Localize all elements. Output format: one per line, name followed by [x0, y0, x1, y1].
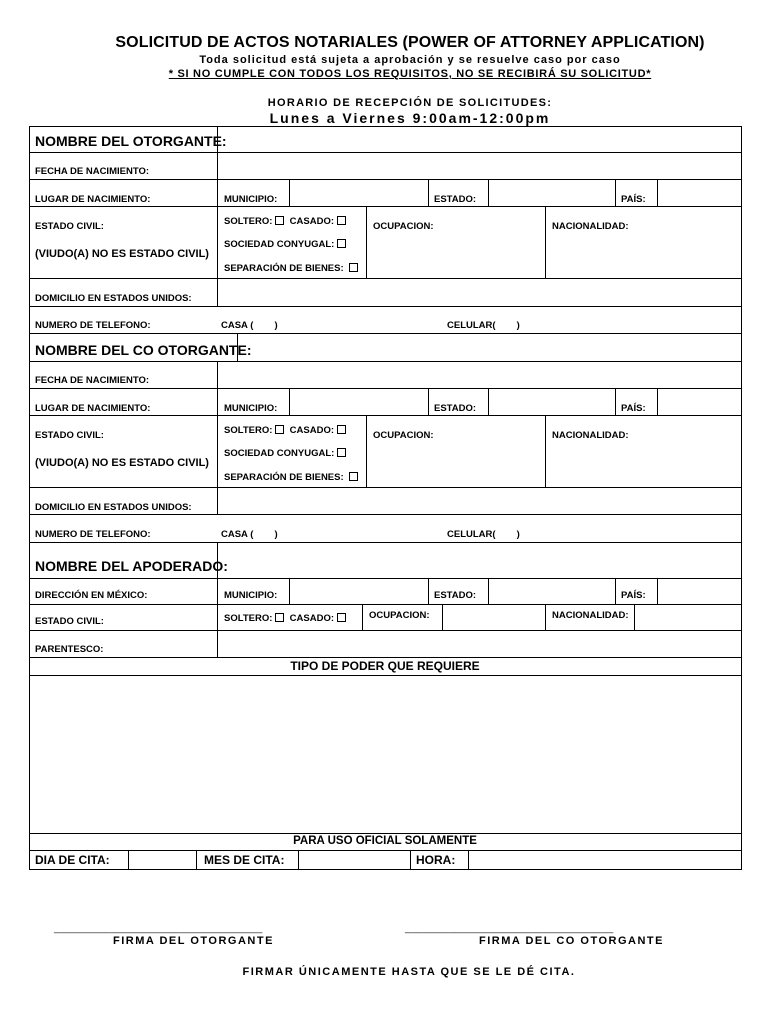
otorgante-signature-line[interactable]: _________________________________	[54, 922, 263, 934]
apoderado-pais-field[interactable]	[658, 579, 741, 604]
separacion-checkbox[interactable]	[349, 263, 358, 272]
apoderado-soltero-option[interactable]: SOLTERO: CASADO:	[224, 613, 346, 624]
official-use-heading: PARA USO OFICIAL SOLAMENTE	[293, 835, 477, 847]
otorgante-birthdate-label: FECHA DE NACIMIENTO:	[35, 166, 149, 177]
otorgante-separacion-option[interactable]: SEPARACIÓN DE BIENES:	[224, 263, 358, 274]
apoderado-ocupacion-label: OCUPACION:	[369, 610, 430, 621]
cootorgante-estado-field[interactable]	[489, 389, 615, 415]
casado-checkbox[interactable]	[337, 216, 346, 225]
otorgante-viudo-note: (VIUDO(A) NO ES ESTADO CIVIL)	[35, 248, 209, 260]
apoderado-parentesco-label: PARENTESCO:	[35, 644, 104, 655]
sociedad-checkbox[interactable]	[337, 448, 346, 457]
signature-note: FIRMAR ÚNICAMENTE HASTA QUE SE LE DÉ CITA.	[242, 966, 576, 978]
sociedad-checkbox[interactable]	[337, 239, 346, 248]
cootorgante-birthdate-label: FECHA DE NACIMIENTO:	[35, 375, 149, 386]
soltero-checkbox[interactable]	[275, 613, 284, 622]
apoderado-parentesco-field[interactable]	[218, 631, 741, 657]
otorgante-domicilio-label: DOMICILIO EN ESTADOS UNIDOS:	[35, 293, 192, 304]
firma-otorgante-label: FIRMA DEL OTORGANTE	[113, 935, 274, 947]
cootorgante-separacion-option[interactable]: SEPARACIÓN DE BIENES:	[224, 472, 358, 483]
otorgante-ocupacion-label: OCUPACION:	[373, 221, 434, 232]
casado-checkbox[interactable]	[337, 425, 346, 434]
apoderado-estado-label: ESTADO:	[434, 590, 477, 601]
otorgante-estado-label: ESTADO:	[434, 194, 477, 205]
cootorgante-telefono-label: NUMERO DE TELEFONO:	[35, 529, 151, 540]
otorgante-label: NOMBRE DEL OTORGANTE:	[35, 133, 227, 149]
apoderado-label: NOMBRE DEL APODERADO:	[35, 558, 228, 574]
apoderado-nacionalidad-label: NACIONALIDAD:	[552, 610, 629, 621]
cootorgante-domicilio-field[interactable]	[218, 488, 741, 514]
apoderado-municipio-label: MUNICIPIO:	[224, 590, 278, 601]
cootorgante-name-field[interactable]	[238, 334, 741, 361]
otorgante-estado-field[interactable]	[489, 180, 615, 206]
apoderado-municipio-field[interactable]	[290, 579, 428, 604]
firma-cootorgante-label: FIRMA DEL CO OTORGANTE	[479, 935, 664, 947]
otorgante-municipio-field[interactable]	[290, 180, 428, 206]
cootorgante-birthdate-field[interactable]	[218, 362, 741, 388]
otorgante-name-field[interactable]	[218, 127, 741, 152]
otorgante-nacionalidad-label: NACIONALIDAD:	[552, 221, 629, 232]
cootorgante-estado-label: ESTADO:	[434, 403, 477, 414]
cootorgante-label: NOMBRE DEL CO OTORGANTE:	[35, 342, 252, 358]
dia-cita-label: DIA DE CITA:	[35, 853, 110, 867]
cootorgante-celular-field[interactable]: CELULAR( )	[447, 529, 520, 540]
requirements-warning: * SI NO CUMPLE CON TODOS LOS REQUISITOS, NO SE RECIBIRÁ SU SOLICITUD*	[168, 68, 652, 80]
otorgante-domicilio-field[interactable]	[218, 279, 741, 306]
apoderado-ocupacion-field[interactable]	[443, 605, 545, 630]
hours-label: HORARIO DE RECEPCIÓN DE SOLICITUDES:	[267, 97, 553, 109]
form-subtitle: Toda solicitud está sujeta a aprobación y se resuelve caso por caso	[199, 54, 621, 66]
apoderado-nacionalidad-field[interactable]	[635, 605, 741, 630]
apoderado-estado-field[interactable]	[489, 579, 615, 604]
cootorgante-pais-label: PAÍS:	[621, 403, 646, 414]
otorgante-celular-field[interactable]: CELULAR( )	[447, 320, 520, 331]
cootorgante-soltero-option[interactable]: SOLTERO: CASADO:	[224, 425, 346, 436]
hora-field[interactable]	[469, 851, 741, 869]
otorgante-pais-field[interactable]	[658, 180, 741, 206]
mes-cita-label: MES DE CITA:	[204, 853, 285, 867]
otorgante-pais-label: PAÍS:	[621, 194, 646, 205]
apoderado-name-field[interactable]	[218, 543, 741, 578]
cootorgante-municipio-label: MUNICIPIO:	[224, 403, 278, 414]
otorgante-municipio-label: MUNICIPIO:	[224, 194, 278, 205]
otorgante-sociedad-option[interactable]: SOCIEDAD CONYUGAL:	[224, 239, 346, 250]
cootorgante-ocupacion-label: OCUPACION:	[373, 430, 434, 441]
otorgante-birthdate-field[interactable]	[218, 153, 741, 179]
otorgante-birthplace-label: LUGAR DE NACIMIENTO:	[35, 194, 151, 205]
soltero-checkbox[interactable]	[275, 216, 284, 225]
otorgante-civil-label: ESTADO CIVIL:	[35, 221, 104, 232]
apoderado-civil-label: ESTADO CIVIL:	[35, 616, 104, 627]
apoderado-direccion-label: DIRECCIÓN EN MÉXICO:	[35, 590, 148, 601]
cootorgante-viudo-note: (VIUDO(A) NO ES ESTADO CIVIL)	[35, 457, 209, 469]
otorgante-telefono-label: NUMERO DE TELEFONO:	[35, 320, 151, 331]
form-title: SOLICITUD DE ACTOS NOTARIALES (POWER OF ATTORNEY APPLICATION)	[115, 34, 705, 51]
mes-cita-field[interactable]	[299, 851, 410, 869]
hora-label: HORA:	[416, 853, 456, 867]
cootorgante-signature-line[interactable]: _________________________________	[405, 922, 614, 934]
otorgante-soltero-option[interactable]: SOLTERO: CASADO:	[224, 216, 346, 227]
power-type-textarea[interactable]	[30, 676, 741, 833]
casado-checkbox[interactable]	[337, 613, 346, 622]
cootorgante-casa-field[interactable]: CASA ( )	[221, 529, 278, 540]
hours-value: Lunes a Viernes 9:00am-12:00pm	[269, 110, 551, 126]
cootorgante-nacionalidad-label: NACIONALIDAD:	[552, 430, 629, 441]
dia-cita-field[interactable]	[129, 851, 196, 869]
cootorgante-domicilio-label: DOMICILIO EN ESTADOS UNIDOS:	[35, 502, 192, 513]
otorgante-casa-field[interactable]: CASA ( )	[221, 320, 278, 331]
cootorgante-birthplace-label: LUGAR DE NACIMIENTO:	[35, 403, 151, 414]
cootorgante-pais-field[interactable]	[658, 389, 741, 415]
power-type-heading: TIPO DE PODER QUE REQUIERE	[290, 659, 480, 673]
soltero-checkbox[interactable]	[275, 425, 284, 434]
cootorgante-sociedad-option[interactable]: SOCIEDAD CONYUGAL:	[224, 448, 346, 459]
cootorgante-civil-label: ESTADO CIVIL:	[35, 430, 104, 441]
apoderado-pais-label: PAÍS:	[621, 590, 646, 601]
separacion-checkbox[interactable]	[349, 472, 358, 481]
cootorgante-municipio-field[interactable]	[290, 389, 428, 415]
